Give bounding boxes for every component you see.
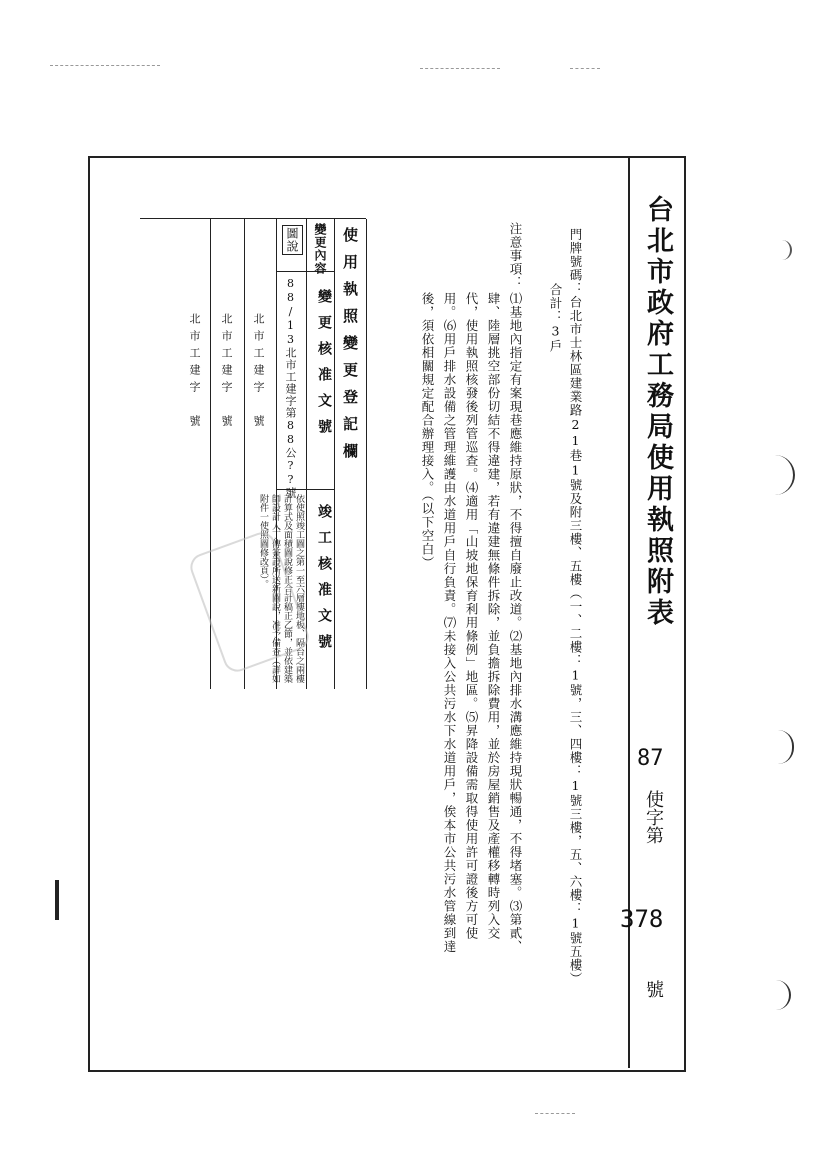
binding-arc bbox=[775, 455, 795, 495]
table-rule bbox=[366, 219, 367, 689]
scan-mark bbox=[50, 65, 160, 66]
permit-prefix: 使字第 bbox=[643, 790, 664, 844]
table-rule bbox=[334, 219, 335, 689]
scan-mark bbox=[570, 68, 600, 69]
address-line bbox=[568, 228, 582, 986]
permit-number: 378 bbox=[620, 905, 664, 933]
address-value: 台北市士林區建業路21巷1號及附三樓、五樓（一、二樓：1號，三、四樓：1號三樓，五、六樓：1號五樓） bbox=[568, 295, 583, 986]
notes-label: 注意事項： bbox=[508, 222, 523, 290]
table-header: 使用執照變更登記欄 bbox=[341, 227, 359, 470]
permit-suffix: 號 bbox=[643, 980, 664, 998]
row-1-approval: 88/13北市工建字第88公??號 bbox=[284, 277, 297, 499]
permit-year: 87 bbox=[637, 746, 664, 771]
note-line-5: 後，須依相關規定配合辦理接入。（以下空白） bbox=[420, 292, 435, 570]
col-approval-no: 變更核准文號 bbox=[316, 289, 332, 445]
total-households: 合計：3戶 bbox=[548, 283, 563, 353]
scan-mark bbox=[55, 880, 59, 920]
note-line-3: 代，使用執照核發後列管巡查。⑷適用「山坡地保育利用條例」地區。⑸昇降設備需取得使用許可證後方可使 bbox=[464, 292, 479, 940]
binding-arc bbox=[778, 730, 794, 764]
col-change-content: 變更內容 bbox=[313, 223, 327, 275]
row-1-content: 圖說 bbox=[282, 225, 303, 255]
binding-arc bbox=[775, 980, 791, 1010]
scan-mark bbox=[535, 1113, 575, 1114]
row-2-approval: 北市工建字 號 bbox=[252, 313, 265, 432]
row-3-approval: 北市工建字 號 bbox=[220, 313, 233, 432]
row-4-approval: 北市工建字 號 bbox=[188, 313, 201, 432]
note-line-4: 用。⑹用戶排水設備之管理維護由水道用戶自行負責。⑺未接入公共污水下水道用戶，俟本市公共污水管線到達 bbox=[442, 292, 457, 954]
page-title: 台北市政府工務局使用執照附表 bbox=[642, 195, 673, 629]
binding-arc bbox=[778, 240, 792, 260]
note-line-1: ⑴基地內指定有案現巷應維持原狀，不得擅自廢止改道。⑵基地內排水溝應維持現狀暢通，不得堵塞。⑶第貳、 bbox=[508, 292, 523, 954]
scan-mark bbox=[420, 68, 500, 69]
address-label: 門牌號碼： bbox=[568, 228, 583, 296]
row-1-completion: 依使照竣工圖之第一至六層樓地板、隔台之兩樓計算式及面積圖說修正合計稿正乙節，並依建築師設計人丁傳簽證所送新圖說，准予備查（詳如附件一使照圖修改頁）。 bbox=[258, 494, 304, 683]
col-completion-no: 竣工核准文號 bbox=[316, 504, 332, 660]
table-rule bbox=[306, 219, 307, 689]
note-line-2: 肆、陸層挑空部份切結不得違建，若有違建無條件拆除，並負擔拆除費用，並於房屋銷售及產權移轉時列入交 bbox=[486, 292, 501, 940]
